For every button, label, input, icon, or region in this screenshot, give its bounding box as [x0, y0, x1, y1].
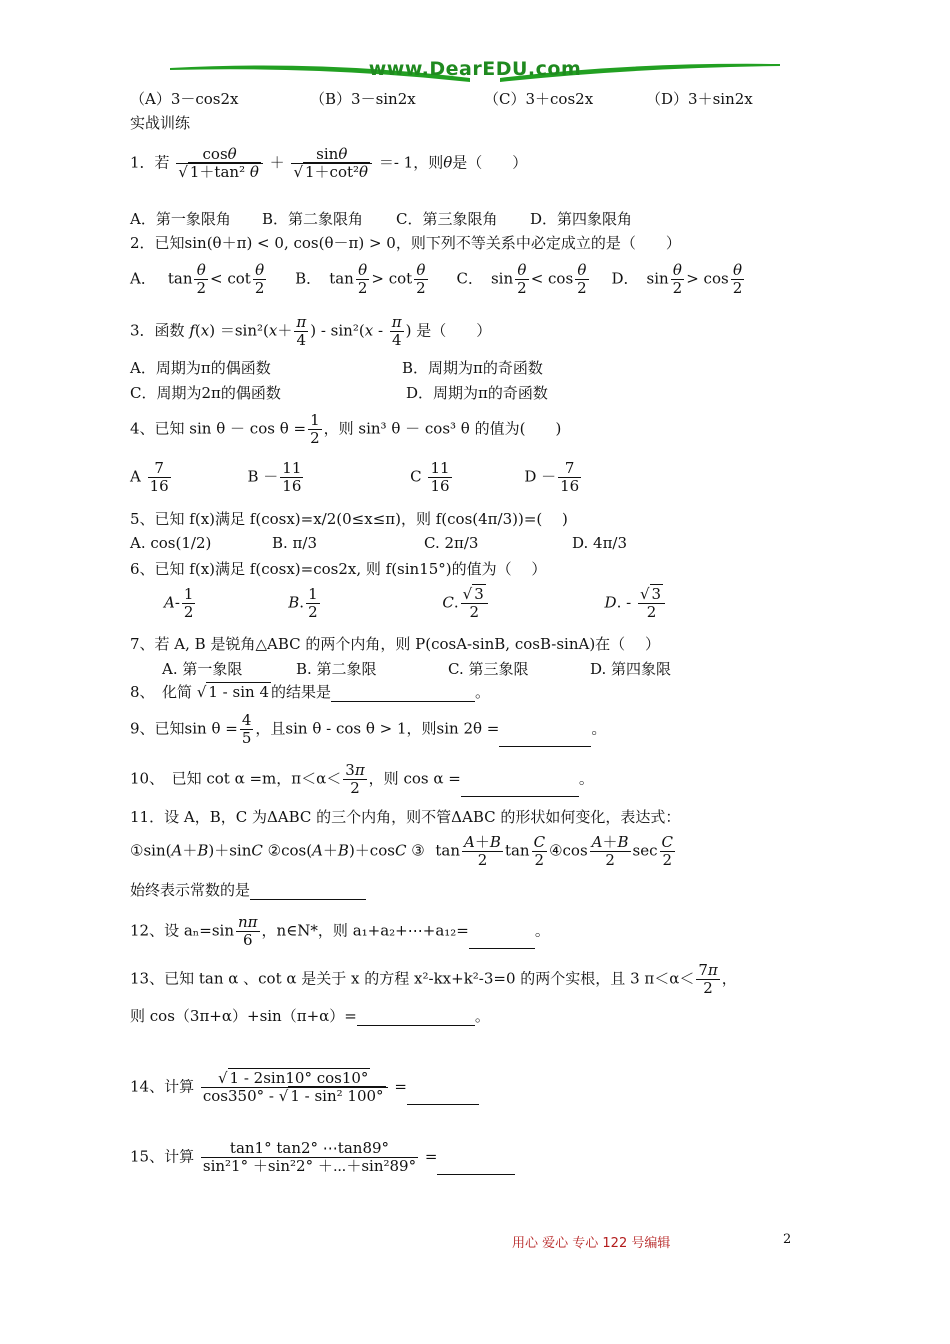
site-header: [170, 56, 780, 86]
q13-line-1: 13、已知 tan α 、cot α 是关于 x 的方程 x²-kx+k²-3=0 的两个实根，且 3 π＜α＜: [130, 969, 695, 988]
page-number: 2: [783, 1232, 792, 1247]
q9-end: 。: [591, 719, 607, 738]
q1-option-d: D．第四象限角: [530, 210, 633, 228]
q7-option-a: A. 第一象限: [162, 660, 243, 678]
q5-option-a: A. cos(1/2): [130, 534, 212, 552]
q1-fraction-1: $\frac{\cos\theta}{\text{√ 1＋tan² θ}}$: [176, 146, 263, 181]
q12-end: 。: [534, 921, 550, 940]
q13-line-2: 则 cos（3π+α）+sin（π+α）=: [130, 1007, 357, 1025]
q11-answer-blank[interactable]: [250, 885, 366, 900]
question-2: 2．已知sin(θ＋π) < 0, cos(θ－π) > 0，则下列不等关系中必定成立的是（ ）: [130, 234, 681, 252]
q1-option-a: A．第一象限角: [130, 210, 231, 228]
question-5: 5、已知 f(x)满足 f(cosx)=x/2(0≤x≤π)，则 f(cos(4π/3))=( ): [130, 510, 568, 528]
question-12: 12、设 aₙ=sin $\frac{n\pi}{6}$ ，n∈N*，则 a₁+a₂+⋯+a₁₂= 。: [130, 913, 550, 949]
question-8: 8、 化简 √ 1 - sin 4 的结果是 。: [130, 683, 491, 701]
q1-prefix: 1．若: [130, 153, 170, 172]
q4-options: A $\frac{7}{16}$ B － $\frac{11}{16}$ C $\frac{11}{16}$ D － $\frac{7}{16}$: [130, 459, 580, 495]
q1-ask: 是（ ）: [452, 153, 528, 172]
site-title[interactable]: www.DearEDU.com: [368, 58, 582, 80]
q13-line-2-row: [130, 1006, 490, 1026]
q4-text-2: ，则 sin³ θ － cos³ θ 的值为( ): [323, 419, 562, 438]
q9-mid: ，且sin θ - cos θ > 1，则sin 2θ =: [255, 719, 500, 738]
q4-option-a: A: [130, 467, 141, 486]
q10-end: 。: [578, 769, 594, 788]
question-14: [130, 1070, 479, 1105]
question-3: 3．函数 f(x) ＝sin²(x＋ $\frac{\pi}{4}$ ) - sin²(x - $\frac{\pi}{4}$ ) 是（ ）: [130, 313, 492, 349]
q7-option-d: D. 第四象限: [590, 660, 672, 678]
option-c: （C）3＋cos2x: [484, 90, 594, 108]
question-15: [130, 1140, 515, 1175]
q14-end: =: [394, 1077, 407, 1096]
q14-answer-blank[interactable]: [407, 1090, 479, 1105]
q15-end: =: [424, 1147, 438, 1166]
q3-option-c: C．周期为2π的偶函数: [130, 384, 281, 402]
question-13: 13、已知 tan α 、cot α 是关于 x 的方程 x²-kx+k²-3=0 的两个实根，且 3 π＜α＜ $\frac{7\pi}{2}$ ，: [130, 961, 737, 997]
q5-option-c: C. 2π/3: [424, 534, 479, 552]
q8-end: 。: [475, 683, 491, 701]
option-d: （D）3＋sin2x: [646, 90, 753, 108]
question-9: 9、已知sin θ = $\frac{4}{5}$ ，且sin θ - cos θ > 1，则sin 2θ = 。: [130, 711, 607, 747]
question-7: 7、若 A, B 是锐角△ABC 的两个内角，则 P(cosA-sinB, cosB-sinA)在（ ）: [130, 635, 660, 653]
footer-note: 用心 爱心 专心 122 号编辑: [512, 1236, 671, 1251]
q2-options: A． tan $\frac{\theta}{2}$ < cot $\frac{\theta}{2}$ B． tan $\frac{\theta}{2}$ > cot $\frac{\theta}{2}$ C． sin $\frac{\theta}{2}$ < cos $\frac{\theta}{2}$ D． sin $\frac{\theta}{2}$ > cos $\frac{\theta}{2}$: [130, 261, 743, 297]
q14-fraction: $\frac{√ 1 - 2\sin 10^\circ \cos 10^\circ}{\text{cos350° - √ 1 - sin² 100°}}$: [201, 1070, 388, 1105]
q9-prefix: 9、已知sin θ =: [130, 719, 238, 738]
option-a: （A）3－cos2x: [130, 90, 239, 108]
q15-fraction: $\frac{\tan 1^\circ \tan 2^\circ \cdots\tan 89^\circ}{\text{sin²1° ＋sin²2° ＋⋯＋sin²89°}}$: [202, 1139, 417, 1175]
q12-answer-blank[interactable]: [469, 934, 535, 949]
q1-fraction-2: $\frac{\sin\theta}{\text{√ 1＋cot²θ}}$: [291, 146, 372, 181]
q8-prefix: 8、 化简: [130, 683, 193, 701]
q4-option-b: B －: [247, 467, 279, 486]
q3-ask: 是（ ）: [416, 321, 492, 340]
q11-tail-line: [130, 880, 366, 900]
q15-prefix: 15、计算: [130, 1147, 195, 1166]
q4-option-d: D －: [524, 467, 557, 486]
q13-end: 。: [474, 1007, 490, 1025]
q7-option-b: B. 第二象限: [296, 660, 377, 678]
question-11: 11．设 A，B，C 为ΔABC 的三个内角，则不管ΔABC 的形状如何变化，表达式：: [130, 808, 681, 826]
q3-option-b: B．周期为π的奇函数: [402, 359, 543, 377]
q5-option-d: D. 4π/3: [572, 534, 628, 552]
q10-answer-blank[interactable]: [461, 782, 579, 797]
q10-mid: ，则 cos α =: [368, 769, 461, 788]
q3-prefix: 3．函数: [130, 321, 185, 340]
q10-prefix: 10、 已知 cot α =m，π＜α＜: [130, 769, 342, 788]
q1-option-b: B．第二象限角: [262, 210, 364, 228]
q8-answer-blank[interactable]: [331, 687, 475, 702]
q8-tail: 的结果是: [271, 683, 332, 701]
question-1: 1．若 $\frac{\cos\theta}{\text{√ 1＋tan² θ}}$ ＋ $\frac{\sin\theta}{\text{√ 1＋cot²θ}}$ ＝- 1，则θ是（ ）: [130, 145, 528, 181]
question-6: 6、已知 f(x)满足 f(cosx)=cos2x, 则 f(sin15°)的值为（ ）: [130, 560, 547, 578]
q11-tail: 始终表示常数的是: [130, 881, 251, 899]
question-4: 4、已知 sin θ － cos θ = $\frac{1}{2}$ ，则 sin³ θ － cos³ θ 的值为( ): [130, 411, 562, 447]
q6-options: A- $\frac{1}{2}$ B. $\frac{1}{2}$ C. $\frac{√ 3}{2}$ D. - $\frac{√ 3}{2}$: [164, 586, 667, 621]
option-b: （B）3－sin2x: [310, 90, 416, 108]
q1-tail: ＝- 1，则: [378, 153, 444, 172]
q11-expressions: ①sin(A＋B)＋sinC ②cos(A＋B)＋cosC ③ tan $\frac{A+B}{2}$ tan $\frac{C}{2}$ ④cos $\frac{A+B}{2}$ sec $\frac{C}{2}$: [130, 833, 673, 869]
q3-option-d: D．周期为π的奇函数: [406, 384, 548, 402]
q3-option-a: A．周期为π的偶函数: [130, 359, 271, 377]
q12-mid: ，n∈N*，则 a₁+a₂+⋯+a₁₂=: [261, 921, 469, 940]
q9-answer-blank[interactable]: [499, 732, 591, 747]
q7-option-c: C. 第三象限: [448, 660, 529, 678]
q4-option-c: C: [410, 467, 422, 486]
question-10: 10、 已知 cot α =m，π＜α＜ $\frac{3\pi}{2}$ ，则 cos α = 。: [130, 761, 594, 797]
q1-option-c: C．第三象限角: [396, 210, 498, 228]
q14-prefix: 14、计算: [130, 1077, 195, 1096]
q13-answer-blank[interactable]: [357, 1011, 475, 1026]
q12-prefix: 12、设 aₙ=sin: [130, 921, 235, 940]
q4-text: 4、已知 sin θ － cos θ =: [130, 419, 307, 438]
q15-answer-blank[interactable]: [437, 1160, 515, 1175]
section-title: 实战训练: [130, 114, 191, 132]
q5-option-b: B. π/3: [272, 534, 318, 552]
